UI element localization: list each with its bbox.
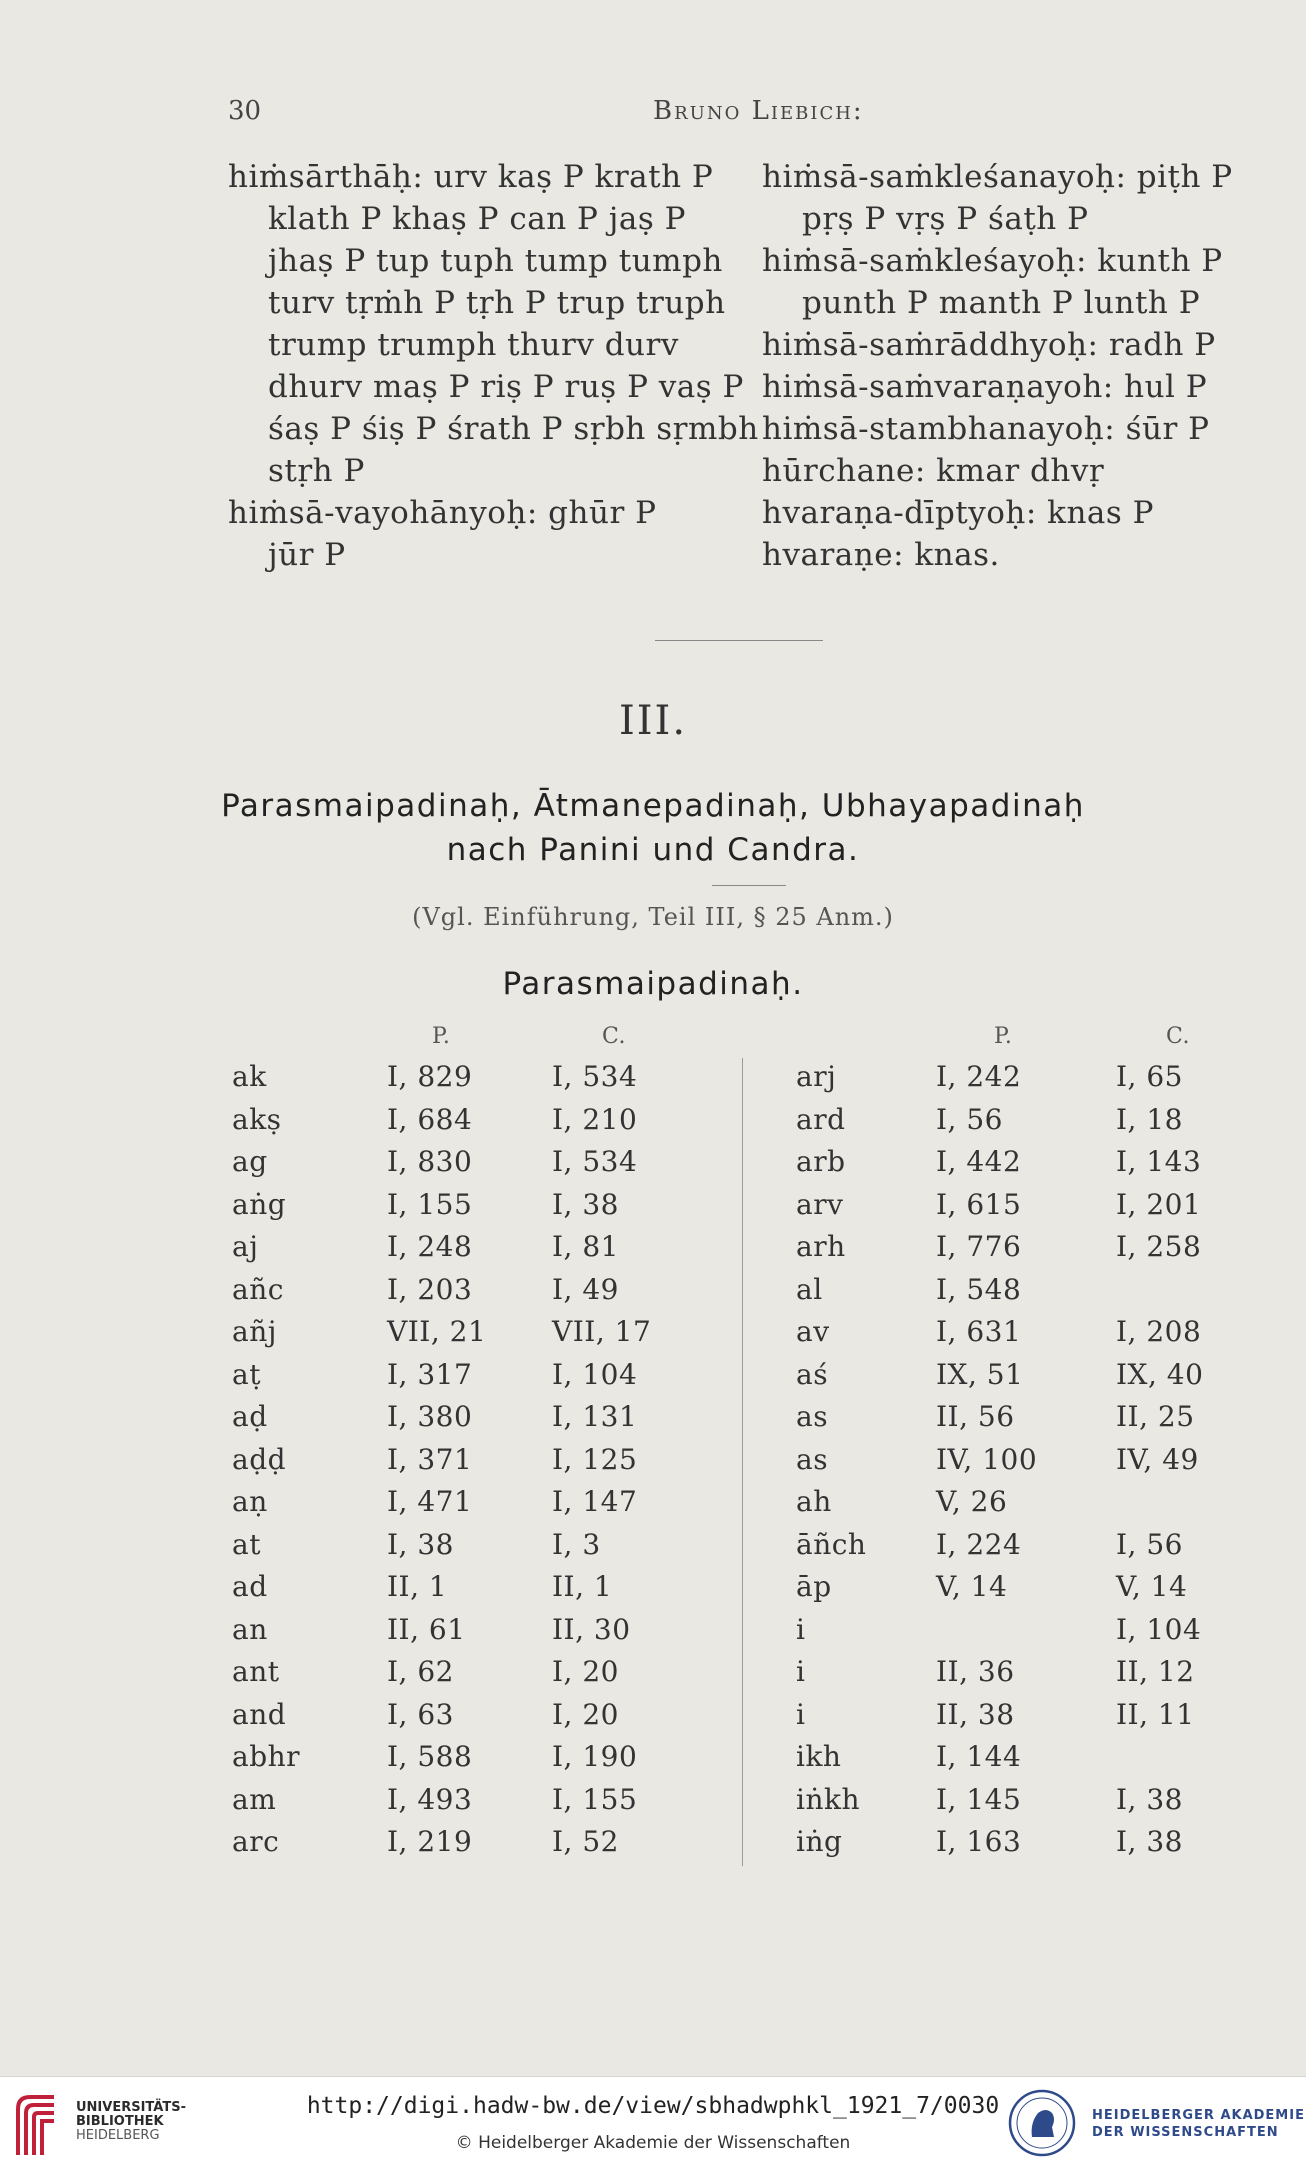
table-row (232, 1485, 672, 1528)
candra-ref: I, 20 (552, 1655, 619, 1688)
text-line: hūrchane: kmar dhvṛ (762, 453, 1105, 489)
table-row (232, 1698, 672, 1741)
right-text-column (762, 156, 1252, 576)
title-divider (712, 885, 786, 886)
running-head-author: Bruno Liebich: (653, 96, 864, 126)
verb-root: aṇ (232, 1485, 268, 1518)
text-line: hiṁsā-saṁkleśanayoḥ: piṭh P (762, 159, 1233, 195)
text-line: hiṁsā-stambhanayoḥ: śūr P (762, 411, 1210, 447)
candra-ref: I, 147 (552, 1485, 638, 1518)
header-p: P. (994, 1024, 1013, 1049)
verb-root: and (232, 1697, 287, 1731)
candra-ref: I, 190 (552, 1740, 638, 1773)
table-row (796, 1528, 1246, 1571)
verb-root: arh (796, 1230, 846, 1263)
candra-ref: I, 3 (552, 1527, 601, 1561)
verb-root: ikh (796, 1740, 842, 1773)
text-line: turv tṛṁh P tṛh P trup truph (268, 285, 726, 321)
panini-ref: I, 203 (387, 1272, 473, 1306)
verb-root: aś (796, 1357, 829, 1391)
panini-ref: I, 248 (387, 1230, 473, 1263)
text-line: pṛṣ P vṛṣ P śaṭh P (802, 201, 1089, 237)
candra-ref: I, 534 (552, 1145, 638, 1178)
panini-ref: IX, 51 (936, 1357, 1024, 1391)
text-line: klath P khaṣ P can P jaṣ P (268, 201, 686, 237)
table-title: Parasmaipadinaḥ. (502, 966, 804, 1002)
candra-ref: II, 1 (552, 1570, 613, 1603)
text-line: jūr P (268, 537, 346, 573)
verb-root: añj (232, 1315, 277, 1348)
verb-root: iṅkh (796, 1782, 860, 1816)
candra-ref: II, 25 (1116, 1400, 1195, 1433)
table-row (796, 1740, 1246, 1783)
verb-root: arc (232, 1825, 280, 1858)
section-title-line: Parasmaipadinaḥ, Ātmanepadinaḥ, Ubhayapadinaḥ (221, 788, 1085, 824)
candra-ref: I, 143 (1116, 1145, 1202, 1178)
table-row (232, 1570, 672, 1613)
verb-root: akṣ (232, 1102, 282, 1136)
verb-root: arv (796, 1187, 844, 1221)
text-line: hiṁsā-saṁrāddhyoḥ: radh P (762, 327, 1216, 363)
verb-root: arb (796, 1145, 846, 1178)
table-header (796, 1018, 1246, 1060)
candra-ref: I, 18 (1116, 1102, 1183, 1136)
verb-root: ant (232, 1655, 280, 1688)
table-row (232, 1273, 672, 1316)
candra-ref: I, 20 (552, 1697, 619, 1731)
candra-ref: I, 65 (1116, 1060, 1183, 1093)
candra-ref: I, 104 (552, 1357, 638, 1391)
table-row (232, 1315, 672, 1358)
candra-ref: II, 12 (1116, 1655, 1195, 1688)
verb-root: arj (796, 1060, 837, 1093)
section-divider (655, 640, 823, 641)
table-row (796, 1060, 1246, 1103)
table-row (796, 1613, 1246, 1656)
panini-ref: I, 493 (387, 1782, 473, 1816)
academy-seal-icon (1008, 2089, 1076, 2157)
panini-ref: I, 588 (387, 1740, 473, 1773)
verb-root: am (232, 1782, 277, 1816)
table-header (232, 1018, 672, 1060)
candra-ref: I, 131 (552, 1400, 638, 1433)
panini-ref: I, 144 (936, 1740, 1022, 1773)
verb-root: āp (796, 1570, 832, 1603)
candra-ref: IV, 49 (1116, 1442, 1199, 1476)
table-row (232, 1230, 672, 1273)
verb-root: av (796, 1315, 830, 1348)
header-c: C. (602, 1024, 627, 1049)
table-row (232, 1740, 672, 1783)
table-row (796, 1103, 1246, 1146)
copyright-notice: © Heidelberger Akademie der Wissenschaften (455, 2133, 851, 2153)
panini-ref: I, 38 (387, 1527, 454, 1561)
panini-ref: II, 1 (387, 1570, 448, 1603)
library-name: UNIVERSITÄTS- BIBLIOTHEK HEIDELBERG (76, 2100, 186, 2143)
table-row (232, 1060, 672, 1103)
panini-ref: II, 36 (936, 1655, 1015, 1688)
verb-root: aḍ (232, 1400, 268, 1433)
panini-ref: I, 145 (936, 1782, 1022, 1816)
verb-root: añc (232, 1272, 284, 1306)
table-row (796, 1188, 1246, 1231)
candra-ref: II, 30 (552, 1612, 631, 1646)
panini-ref: II, 38 (936, 1697, 1015, 1731)
left-text-column (228, 156, 759, 576)
column-rule (742, 1058, 743, 1866)
panini-ref: I, 155 (387, 1187, 473, 1221)
verb-root: aḍḍ (232, 1442, 287, 1476)
candra-ref: I, 49 (552, 1272, 619, 1306)
verb-root: al (796, 1272, 823, 1306)
table-row (232, 1825, 672, 1868)
table-row (232, 1443, 672, 1486)
panini-ref: I, 684 (387, 1102, 473, 1136)
text-line: hiṁsā-saṁvaraṇayoh: hul P (762, 369, 1208, 405)
candra-ref: I, 258 (1116, 1230, 1202, 1263)
text-line: dhurv maṣ P riṣ P ruṣ P vaṣ P (268, 369, 744, 405)
candra-ref: I, 210 (552, 1102, 638, 1136)
verb-table-left (232, 1018, 672, 1868)
table-row (796, 1443, 1246, 1486)
table-row (796, 1273, 1246, 1316)
table-row (232, 1145, 672, 1188)
verb-root: abhr (232, 1740, 301, 1773)
section-title (0, 784, 1306, 872)
section-title-line: nach Panini und Candra. (446, 832, 860, 868)
panini-ref: II, 56 (936, 1400, 1015, 1433)
verb-root: ard (796, 1102, 846, 1136)
verb-root: ak (232, 1060, 267, 1093)
candra-ref: II, 11 (1116, 1697, 1195, 1731)
verb-table-right (796, 1018, 1246, 1868)
candra-ref: I, 125 (552, 1442, 638, 1476)
verb-root: ah (796, 1485, 832, 1518)
candra-ref: I, 81 (552, 1230, 619, 1263)
panini-ref: I, 56 (936, 1102, 1003, 1136)
verb-root: an (232, 1612, 268, 1646)
reference-note: (Vgl. Einführung, Teil III, § 25 Anm.) (412, 903, 894, 931)
panini-ref: I, 62 (387, 1655, 454, 1688)
candra-ref: V, 14 (1116, 1570, 1188, 1603)
table-row (232, 1613, 672, 1656)
text-line: hiṁsā-vayohānyoḥ: ghūr P (228, 495, 657, 531)
table-row (796, 1400, 1246, 1443)
candra-ref: I, 155 (552, 1782, 638, 1816)
panini-ref: V, 26 (936, 1485, 1008, 1518)
table-row (232, 1400, 672, 1443)
text-line: punth P manth P lunth P (802, 285, 1201, 321)
table-row (796, 1315, 1246, 1358)
verb-root: at (232, 1527, 261, 1561)
panini-ref: I, 631 (936, 1315, 1022, 1348)
panini-ref: I, 242 (936, 1060, 1022, 1093)
candra-ref: I, 38 (1116, 1782, 1183, 1816)
verb-root: aṅg (232, 1187, 287, 1221)
text-line: hvaraṇa-dīptyoḥ: knas P (762, 495, 1155, 531)
table-row (232, 1358, 672, 1401)
table-row (232, 1783, 672, 1826)
table-row (796, 1485, 1246, 1528)
panini-ref: I, 776 (936, 1230, 1022, 1263)
section-number: III. (618, 698, 688, 744)
verb-root: i (796, 1612, 806, 1646)
panini-ref: I, 615 (936, 1187, 1022, 1221)
verb-root: āñch (796, 1527, 867, 1561)
viewer-footer (0, 2076, 1306, 2169)
candra-ref: IX, 40 (1116, 1357, 1204, 1391)
candra-ref: I, 38 (552, 1187, 619, 1221)
header-p: P. (432, 1024, 451, 1049)
verb-root: ad (232, 1570, 268, 1603)
candra-ref: I, 104 (1116, 1612, 1202, 1646)
panini-ref: I, 471 (387, 1485, 473, 1518)
text-line: hiṁsārthāḥ: urv kaṣ P krath P (228, 159, 714, 195)
candra-ref: VII, 17 (552, 1315, 652, 1348)
panini-ref: I, 63 (387, 1697, 454, 1731)
verb-root: aṭ (232, 1357, 261, 1391)
table-row (796, 1825, 1246, 1868)
candra-ref: I, 56 (1116, 1527, 1183, 1561)
panini-ref: I, 163 (936, 1825, 1022, 1858)
panini-ref: I, 829 (387, 1060, 473, 1093)
table-row (232, 1188, 672, 1231)
text-line: śaṣ P śiṣ P śrath P sṛbh sṛmbh (268, 411, 759, 447)
candra-ref: I, 52 (552, 1825, 619, 1858)
panini-ref: I, 830 (387, 1145, 473, 1178)
panini-ref: I, 219 (387, 1825, 473, 1858)
panini-ref: V, 14 (936, 1570, 1008, 1603)
verb-root: aj (232, 1230, 259, 1263)
candra-ref: I, 201 (1116, 1187, 1202, 1221)
verb-root: as (796, 1442, 829, 1476)
verb-root: as (796, 1400, 829, 1433)
verb-root: i (796, 1655, 806, 1688)
academy-name: HEIDELBERGER AKADEMIE DER WISSENSCHAFTEN (1092, 2108, 1305, 2140)
panini-ref: I, 317 (387, 1357, 473, 1391)
text-line: stṛh P (268, 453, 365, 489)
table-row (796, 1145, 1246, 1188)
text-line: trump trumph thurv durv (268, 327, 679, 363)
panini-ref: VII, 21 (387, 1315, 487, 1348)
text-line: hiṁsā-saṁkleśayoḥ: kunth P (762, 243, 1223, 279)
candra-ref: I, 534 (552, 1060, 638, 1093)
table-row (796, 1358, 1246, 1401)
table-row (796, 1655, 1246, 1698)
text-line: hvaraṇe: knas. (762, 537, 1000, 573)
verb-root: ag (232, 1145, 268, 1178)
panini-ref: I, 442 (936, 1145, 1022, 1178)
table-row (232, 1655, 672, 1698)
panini-ref: I, 224 (936, 1527, 1022, 1561)
header-c: C. (1166, 1024, 1191, 1049)
table-row (796, 1230, 1246, 1273)
panini-ref: I, 548 (936, 1272, 1022, 1306)
candra-ref: I, 38 (1116, 1825, 1183, 1858)
candra-ref: I, 208 (1116, 1315, 1202, 1348)
table-row (796, 1783, 1246, 1826)
text-line: jhaṣ P tup tuph tump tumph (268, 243, 723, 279)
verb-root: iṅg (796, 1825, 843, 1858)
panini-ref: II, 61 (387, 1612, 466, 1646)
table-row (232, 1528, 672, 1571)
panini-ref: I, 371 (387, 1442, 473, 1476)
panini-ref: I, 380 (387, 1400, 473, 1433)
verb-root: i (796, 1697, 806, 1731)
table-row (232, 1103, 672, 1146)
table-row (796, 1698, 1246, 1741)
table-row (796, 1570, 1246, 1613)
panini-ref: IV, 100 (936, 1442, 1038, 1476)
page-number: 30 (228, 96, 262, 126)
permalink-url[interactable]: http://digi.hadw-bw.de/view/sbhadwphkl_1921_7/0030 (306, 2093, 1000, 2119)
